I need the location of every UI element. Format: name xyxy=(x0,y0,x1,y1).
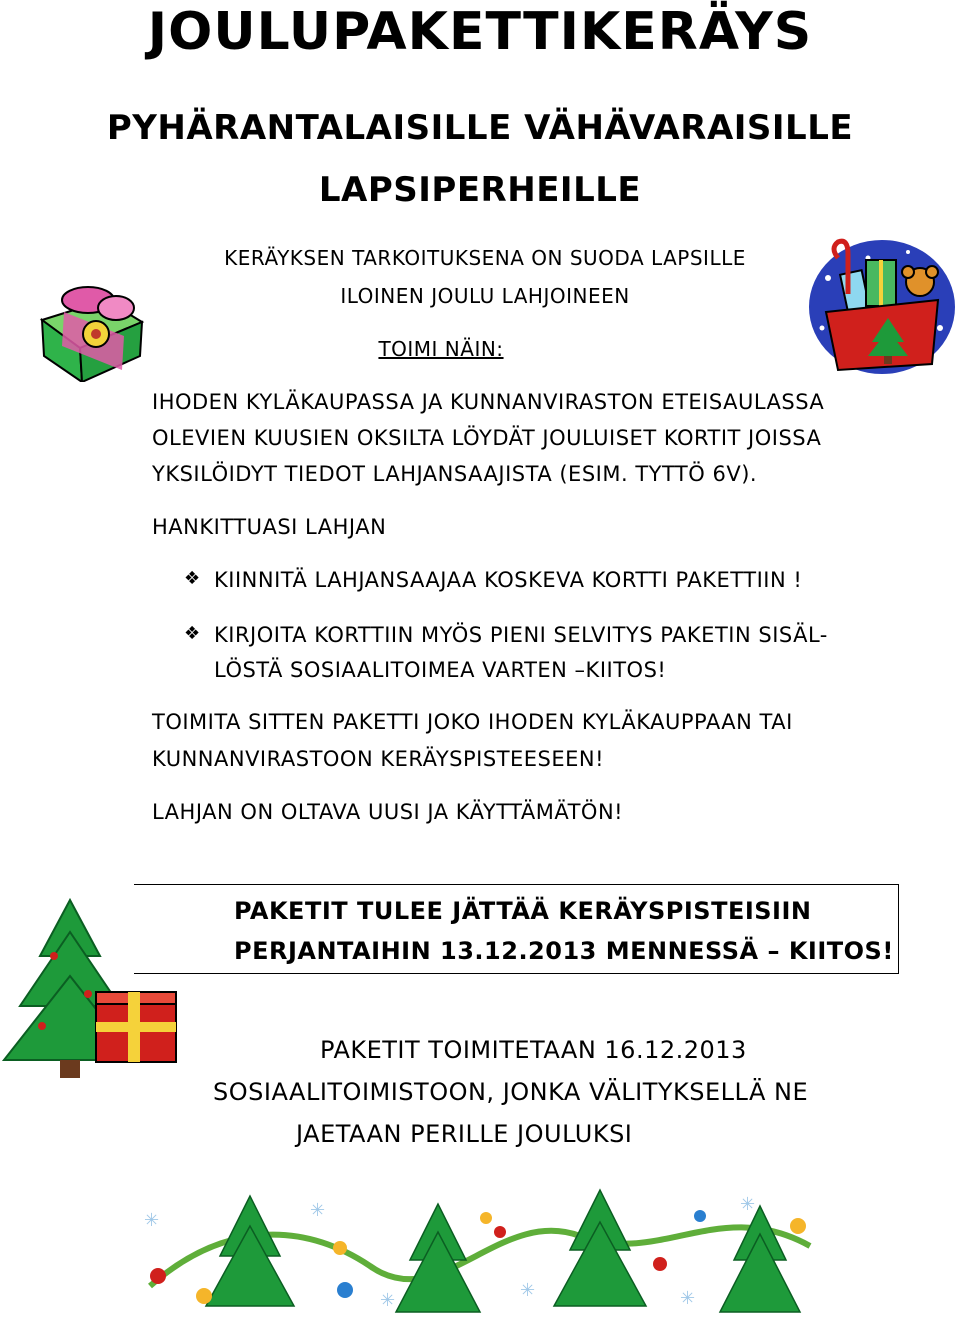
bullet-icon: ❖ xyxy=(184,623,201,644)
subtitle-line-1: PYHÄRANTALAISILLE VÄHÄVARAISILLE xyxy=(106,108,854,148)
intro-line-2: ILOINEN JOULU LAHJOINEEN xyxy=(340,284,630,308)
intro-line-1: KERÄYKSEN TARKOITUKSENA ON SUODA LAPSILLE xyxy=(224,246,746,270)
svg-text:✳: ✳ xyxy=(680,1288,696,1309)
bullet-1-text: KIINNITÄ LAHJANSAAJAA KOSKEVA KORTTI PAKETTIIN ! xyxy=(214,568,803,592)
christmas-tree-icon xyxy=(0,896,182,1080)
deadline-line-2: PERJANTAIHIN 13.12.2013 MENNESSÄ – KIITOS! xyxy=(234,937,894,965)
closing-line-2: SOSIAALITOIMISTOON, JONKA VÄLITYKSELLÄ NE xyxy=(213,1078,809,1106)
svg-text:✳: ✳ xyxy=(144,1210,160,1231)
garland-trees-decoration xyxy=(140,1186,820,1317)
bullet-2-text-line-2: LÖSTÄ SOSIAALITOIMEA VARTEN –KIITOS! xyxy=(214,658,667,682)
deliver-line-2: KUNNANVIRASTOON KERÄYSPISTEESEEN! xyxy=(152,747,605,771)
bullet-icon: ❖ xyxy=(184,568,201,589)
closing-line-1: PAKETIT TOIMITETAAN 16.12.2013 xyxy=(320,1036,747,1064)
subtitle-line-2: LAPSIPERHEILLE xyxy=(318,170,642,210)
instruction-line-1: IHODEN KYLÄKAUPASSA JA KUNNANVIRASTON ETEISAULASSA xyxy=(152,390,825,414)
gift-box-icon xyxy=(36,282,148,382)
bullet-2-text-line-1: KIRJOITA KORTTIIN MYÖS PIENI SELVITYS PAKETIN SISÄL- xyxy=(214,623,828,647)
svg-text:✳: ✳ xyxy=(740,1194,756,1215)
instruction-line-2: OLEVIEN KUUSIEN OKSILTA LÖYDÄT JOULUISET KORTIT JOISSA xyxy=(152,426,822,450)
gift-bag-icon xyxy=(808,238,956,376)
instructions-heading: TOIMI NÄIN: xyxy=(378,337,504,361)
svg-text:✳: ✳ xyxy=(310,1200,326,1221)
closing-line-3: JAETAAN PERILLE JOULUKSI xyxy=(296,1120,633,1148)
deadline-box xyxy=(134,884,899,974)
after-gift-text: HANKITTUASI LAHJAN xyxy=(152,515,387,539)
instruction-line-3: YKSILÖIDYT TIEDOT LAHJANSAAJISTA (ESIM. TYTTÖ 6V). xyxy=(152,462,758,486)
svg-text:✳: ✳ xyxy=(520,1280,536,1301)
svg-text:✳: ✳ xyxy=(380,1290,396,1311)
deadline-line-1: PAKETIT TULEE JÄTTÄÄ KERÄYSPISTEISIIN xyxy=(234,897,812,925)
deliver-line-1: TOIMITA SITTEN PAKETTI JOKO IHODEN KYLÄKAUPPAAN TAI xyxy=(152,710,793,734)
new-gift-rule: LAHJAN ON OLTAVA UUSI JA KÄYTTÄMÄTÖN! xyxy=(152,800,624,824)
page-title: JOULUPAKETTIKERÄYS xyxy=(147,2,813,62)
